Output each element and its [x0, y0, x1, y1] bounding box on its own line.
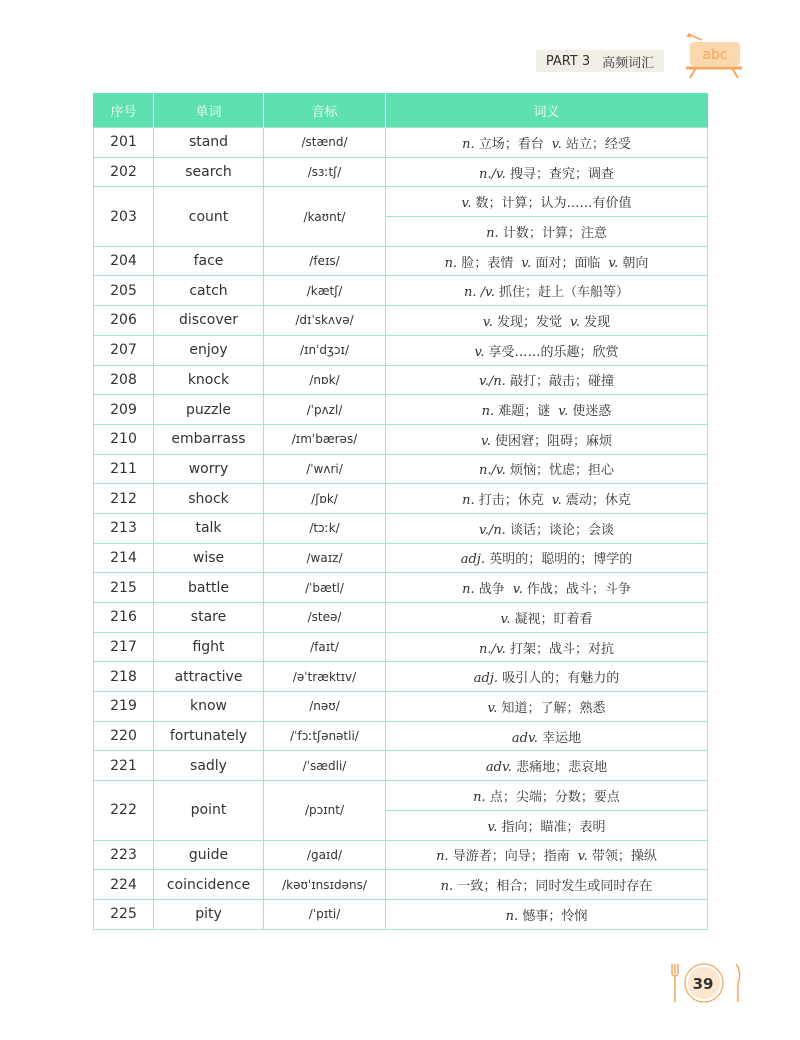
meaning-text: 震动；休克	[565, 493, 631, 509]
row-definition	[386, 306, 708, 336]
table-row	[94, 573, 708, 603]
meaning-text: 凝视；盯着看	[514, 611, 593, 627]
row-word: point	[154, 781, 264, 840]
meaning-text: 计数；计算；注意	[502, 225, 607, 241]
table-row	[94, 632, 708, 662]
meaning-text: 面对；面临	[535, 255, 601, 271]
meaning-text: 朝向	[622, 255, 649, 271]
row-phonetic: /ʃɒk/	[264, 484, 386, 514]
table-row	[94, 424, 708, 454]
meaning-text: 谈话；谈论；会谈	[509, 522, 614, 538]
row-phonetic: /ˈfɔːtʃənətli/	[264, 721, 386, 751]
row-definition	[386, 484, 708, 514]
part-of-speech: n. /v.	[463, 285, 495, 301]
row-phonetic: /waɪz/	[264, 543, 386, 573]
meaning-text: 抓住；赶上（车船等）	[499, 285, 630, 301]
row-number: 210	[94, 424, 154, 454]
row-phonetic: /ɪnˈdʒɔɪ/	[264, 335, 386, 365]
meaning-text: 发现；发觉	[496, 314, 562, 330]
row-definition	[386, 781, 708, 811]
table-row	[94, 662, 708, 692]
meaning-text: 憾事；怜悯	[522, 908, 588, 924]
row-definition	[386, 128, 708, 158]
part-title: 高频词汇	[602, 55, 655, 71]
row-number: 205	[94, 276, 154, 306]
row-definition	[386, 157, 708, 187]
table-row	[94, 751, 708, 781]
row-phonetic: /kætʃ/	[264, 276, 386, 306]
row-number: 201	[94, 128, 154, 158]
table-row	[94, 128, 708, 158]
table-row	[94, 365, 708, 395]
row-definition	[386, 662, 708, 692]
row-word: fortunately	[154, 721, 264, 751]
row-number: 220	[94, 721, 154, 751]
header-number: 序号	[94, 93, 154, 128]
meaning-text: 点；尖端；分数；要点	[489, 789, 620, 805]
part-of-speech: n.	[440, 879, 454, 895]
meaning-text: 作战；战斗；斗争	[526, 582, 631, 598]
row-phonetic: /nəʊ/	[264, 692, 386, 722]
part-of-speech: n.	[505, 908, 519, 924]
row-number: 213	[94, 513, 154, 543]
row-definition	[386, 840, 708, 870]
row-word: stare	[154, 603, 264, 633]
row-definition	[386, 217, 708, 247]
row-word: sadly	[154, 751, 264, 781]
row-word: catch	[154, 276, 264, 306]
meaning-text: 脸；表情	[461, 255, 514, 271]
part-of-speech: v./n.	[479, 522, 506, 538]
row-phonetic: /ɪmˈbærəs/	[264, 424, 386, 454]
row-phonetic: /ˈwʌri/	[264, 454, 386, 484]
part-of-speech: v.	[512, 582, 523, 598]
row-word: pity	[154, 899, 264, 929]
row-word: attractive	[154, 662, 264, 692]
meaning-text: 难题；谜	[498, 404, 551, 420]
row-definition	[386, 573, 708, 603]
meaning-text: 发现	[584, 314, 611, 330]
row-phonetic: /əˈtræktɪv/	[264, 662, 386, 692]
part-of-speech: n./v.	[479, 641, 506, 657]
row-number: 211	[94, 454, 154, 484]
table-row	[94, 454, 708, 484]
row-word: wise	[154, 543, 264, 573]
meaning-text: 指向；瞄准；表明	[501, 819, 606, 835]
meaning-text: 吸引人的；有魅力的	[502, 671, 620, 687]
part-of-speech: n.	[462, 136, 475, 152]
row-definition	[386, 692, 708, 722]
meaning-text: 享受……的乐趣；欣赏	[488, 344, 619, 360]
part-of-speech: v.	[487, 700, 498, 716]
row-number: 206	[94, 306, 154, 336]
table-row	[94, 513, 708, 543]
row-phonetic: /ˈsædli/	[264, 751, 386, 781]
row-word: discover	[154, 306, 264, 336]
header-definition: 词义	[386, 93, 708, 128]
row-word: knock	[154, 365, 264, 395]
table-row	[94, 899, 708, 929]
table-row	[94, 721, 708, 751]
row-number: 216	[94, 603, 154, 633]
part-of-speech: v.	[487, 819, 498, 835]
row-phonetic: /kəʊˈɪnsɪdəns/	[264, 870, 386, 900]
row-definition	[386, 899, 708, 929]
row-word: stand	[154, 128, 264, 158]
part-of-speech: adv.	[511, 730, 538, 746]
part-of-speech: adj.	[460, 552, 486, 568]
row-number: 219	[94, 692, 154, 722]
row-word: fight	[154, 632, 264, 662]
part-of-speech: v./n.	[479, 374, 506, 390]
row-phonetic: /dɪˈskʌvə/	[264, 306, 386, 336]
row-number: 217	[94, 632, 154, 662]
row-definition	[386, 335, 708, 365]
section-badge	[536, 50, 664, 72]
row-phonetic: /ˈbætl/	[264, 573, 386, 603]
meaning-text: 一致；相合；同时发生或同时存在	[457, 879, 653, 895]
table-body	[94, 128, 708, 930]
table-row	[94, 335, 708, 365]
row-phonetic: /stænd/	[264, 128, 386, 158]
row-definition	[386, 454, 708, 484]
meaning-text: 搜寻；查究；调查	[509, 166, 614, 182]
header-phonetic: 音标	[264, 93, 386, 128]
meaning-text: 使困窘；阻碍；麻烦	[495, 433, 613, 449]
table-row	[94, 246, 708, 276]
meaning-text: 数；计算；认为……有价值	[475, 196, 632, 212]
part-of-speech: adj.	[473, 671, 499, 687]
row-number: 215	[94, 573, 154, 603]
table-row	[94, 870, 708, 900]
part-of-speech: n.	[462, 582, 475, 598]
row-definition	[386, 395, 708, 425]
row-word: enjoy	[154, 335, 264, 365]
row-word: worry	[154, 454, 264, 484]
row-word: coincidence	[154, 870, 264, 900]
row-word: battle	[154, 573, 264, 603]
row-definition	[386, 424, 708, 454]
meaning-text: 站立；经受	[565, 136, 631, 152]
part-of-speech: v.	[500, 611, 511, 627]
part-of-speech: v.	[577, 849, 588, 865]
row-number: 221	[94, 751, 154, 781]
row-number: 223	[94, 840, 154, 870]
row-definition	[386, 187, 708, 217]
table-header-row	[94, 93, 708, 128]
row-definition	[386, 632, 708, 662]
row-number: 222	[94, 781, 154, 840]
row-definition	[386, 721, 708, 751]
meaning-text: 英明的；聪明的；博学的	[489, 552, 633, 568]
part-of-speech: n.	[486, 225, 499, 241]
row-word: talk	[154, 513, 264, 543]
row-number: 208	[94, 365, 154, 395]
row-phonetic: /faɪt/	[264, 632, 386, 662]
table-row	[94, 306, 708, 336]
part-of-speech: v.	[474, 344, 485, 360]
table-row	[94, 395, 708, 425]
row-phonetic: /nɒk/	[264, 365, 386, 395]
part-of-speech: v.	[570, 314, 580, 330]
row-phonetic: /ˈpɪti/	[264, 899, 386, 929]
meaning-text: 知道；了解；熟悉	[501, 700, 606, 716]
row-phonetic: /steə/	[264, 603, 386, 633]
table-row	[94, 543, 708, 573]
meaning-text: 打击；休克	[478, 493, 544, 509]
row-word: guide	[154, 840, 264, 870]
meaning-text: 敲打；敲击；碰撞	[509, 374, 614, 390]
meaning-text: 悲痛地；悲哀地	[516, 760, 608, 776]
meaning-text: 烦恼；忧虑；担心	[509, 463, 614, 479]
row-word: embarrass	[154, 424, 264, 454]
part-of-speech: n.	[473, 789, 486, 805]
row-definition	[386, 810, 708, 840]
table-row	[94, 840, 708, 870]
part-of-speech: n.	[462, 493, 475, 509]
part-of-speech: v.	[461, 196, 472, 212]
part-of-speech: n./v.	[479, 166, 506, 182]
part-of-speech: v.	[608, 255, 619, 271]
row-definition	[386, 246, 708, 276]
part-of-speech: n.	[436, 849, 449, 865]
row-word: puzzle	[154, 395, 264, 425]
table-row	[94, 781, 708, 811]
abc-text: abc	[702, 47, 728, 63]
part-of-speech: n.	[481, 404, 495, 420]
row-definition	[386, 276, 708, 306]
row-phonetic: /tɔːk/	[264, 513, 386, 543]
row-definition	[386, 513, 708, 543]
row-phonetic: /gaɪd/	[264, 840, 386, 870]
part-of-speech: v.	[551, 136, 562, 152]
abc-easel-icon	[682, 32, 746, 78]
row-phonetic: /pɔɪnt/	[264, 781, 386, 840]
row-number: 203	[94, 187, 154, 246]
table-row	[94, 187, 708, 217]
row-definition	[386, 543, 708, 573]
table-row	[94, 484, 708, 514]
part-of-speech: n./v.	[479, 463, 506, 479]
row-word: shock	[154, 484, 264, 514]
vocabulary-table	[93, 93, 708, 930]
row-number: 218	[94, 662, 154, 692]
page-number: 39	[692, 975, 714, 993]
part-of-speech: n.	[444, 255, 458, 271]
header-word: 单词	[154, 93, 264, 128]
row-number: 209	[94, 395, 154, 425]
part-of-speech: v.	[482, 314, 493, 330]
row-phonetic: /feɪs/	[264, 246, 386, 276]
meaning-text: 战争	[478, 582, 505, 598]
row-phonetic: /ˈpʌzl/	[264, 395, 386, 425]
row-definition	[386, 603, 708, 633]
row-definition	[386, 365, 708, 395]
row-word: count	[154, 187, 264, 246]
row-number: 212	[94, 484, 154, 514]
table-row	[94, 692, 708, 722]
meaning-text: 带领；操纵	[591, 849, 657, 865]
row-word: search	[154, 157, 264, 187]
table-row	[94, 276, 708, 306]
meaning-text: 打架；战斗；对抗	[509, 641, 614, 657]
part-of-speech: v.	[480, 433, 491, 449]
row-definition	[386, 751, 708, 781]
row-phonetic: /sɜːtʃ/	[264, 157, 386, 187]
meaning-text: 使迷惑	[572, 404, 612, 420]
row-number: 204	[94, 246, 154, 276]
row-number: 207	[94, 335, 154, 365]
row-number: 214	[94, 543, 154, 573]
row-word: face	[154, 246, 264, 276]
meaning-text: 导游者；向导；指南	[452, 849, 570, 865]
row-phonetic: /kaʊnt/	[264, 187, 386, 246]
part-of-speech: v.	[521, 255, 532, 271]
part-of-speech: v.	[551, 493, 562, 509]
row-number: 224	[94, 870, 154, 900]
row-word: know	[154, 692, 264, 722]
meaning-text: 立场；看台	[478, 136, 544, 152]
part-of-speech: v.	[558, 404, 569, 420]
table-row	[94, 157, 708, 187]
row-number: 225	[94, 899, 154, 929]
row-number: 202	[94, 157, 154, 187]
part-label: PART 3	[545, 53, 591, 69]
meaning-text: 幸运地	[542, 730, 582, 746]
row-definition	[386, 870, 708, 900]
table-row	[94, 603, 708, 633]
part-of-speech: adv.	[485, 760, 512, 776]
